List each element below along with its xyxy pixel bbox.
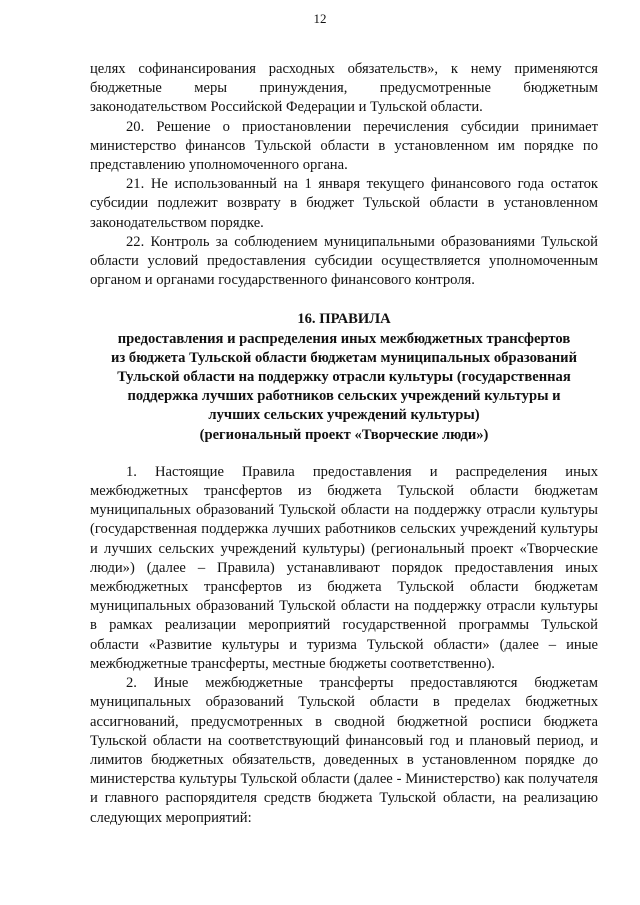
section-subtitle-line: Тульской области на поддержку отрасли культуры (государственная [117, 369, 571, 386]
section-title: 16. ПРАВИЛА [297, 311, 391, 328]
section-subtitle-line: (региональный проект «Творческие люди») [199, 426, 489, 443]
paragraph-21: 21. Не использованный на 1 января текущего финансового года остаток субсидии подлежит возврату в бюджет Тульской области в установленном законодательством порядке. [90, 176, 598, 231]
section-subtitle-line: предоставления и распределения иных межбюджетных трансфертов [117, 330, 571, 347]
section-subtitle-line: из бюджета Тульской области бюджетам муниципальных образований [111, 349, 577, 366]
paragraph-20: 20. Решение о приостановлении перечисления субсидии принимает министерство финансов Тульской области в установленном им порядке по представлению уполномоченного органа. [90, 118, 598, 174]
section-heading [90, 310, 598, 444]
page-number: 12 [313, 11, 327, 26]
document-body [90, 60, 598, 828]
paragraph-22: 22. Контроль за соблюдением муниципальными образованиями Тульской области условий предоставления субсидии осуществляется уполномоченным органом и органами государственного финансового контроля. [90, 233, 598, 289]
paragraph-2: 2. Иные межбюджетные трансферты предоставляются бюджетам муниципальных образований Тульской области в пределах бюджетных ассигнований, предусмотренных в сводной бюджетной росписи бюджета Тульской области на соответствующий финансовый год и плановый период, и лимитов бюджетных обязательств, доведенных в установленном порядке до министерства культуры Тульской области (далее - Министерство) как получателя и главного распорядителя средств бюджета Тульской области, на реализацию следующих мероприятий: [90, 675, 598, 826]
section-subtitle-line: поддержка лучших работников сельских учреждений культуры и [127, 388, 561, 405]
paragraph-1: 1. Настоящие Правила предоставления и распределения иных межбюджетных трансфертов из бюджета Тульской области бюджетам муниципальных образований Тульской области на поддержку отрасли культуры (государственная поддержка лучших работников сельских учреждений культуры и лучших сельских учреждений культуры) (региональный проект «Творческие люди») (далее – Правила) устанавливают порядок предоставления иных межбюджетных трансфертов из бюджета Тульской области бюджетам муниципальных образований Тульской области на поддержку отрасли культуры в рамках реализации мероприятий государственной программы Тульской области «Развитие культуры и туризма Тульской области» (далее – иные межбюджетные трансферты, местные бюджеты соответственно). [90, 463, 598, 672]
section-subtitle-line: лучших сельских учреждений культуры) [208, 407, 480, 424]
paragraph-continuation: целях софинансирования расходных обязательств», к нему применяются бюджетные меры принуждения, предусмотренные бюджетным законодательством Российской Федерации и Тульской области. [90, 61, 598, 116]
